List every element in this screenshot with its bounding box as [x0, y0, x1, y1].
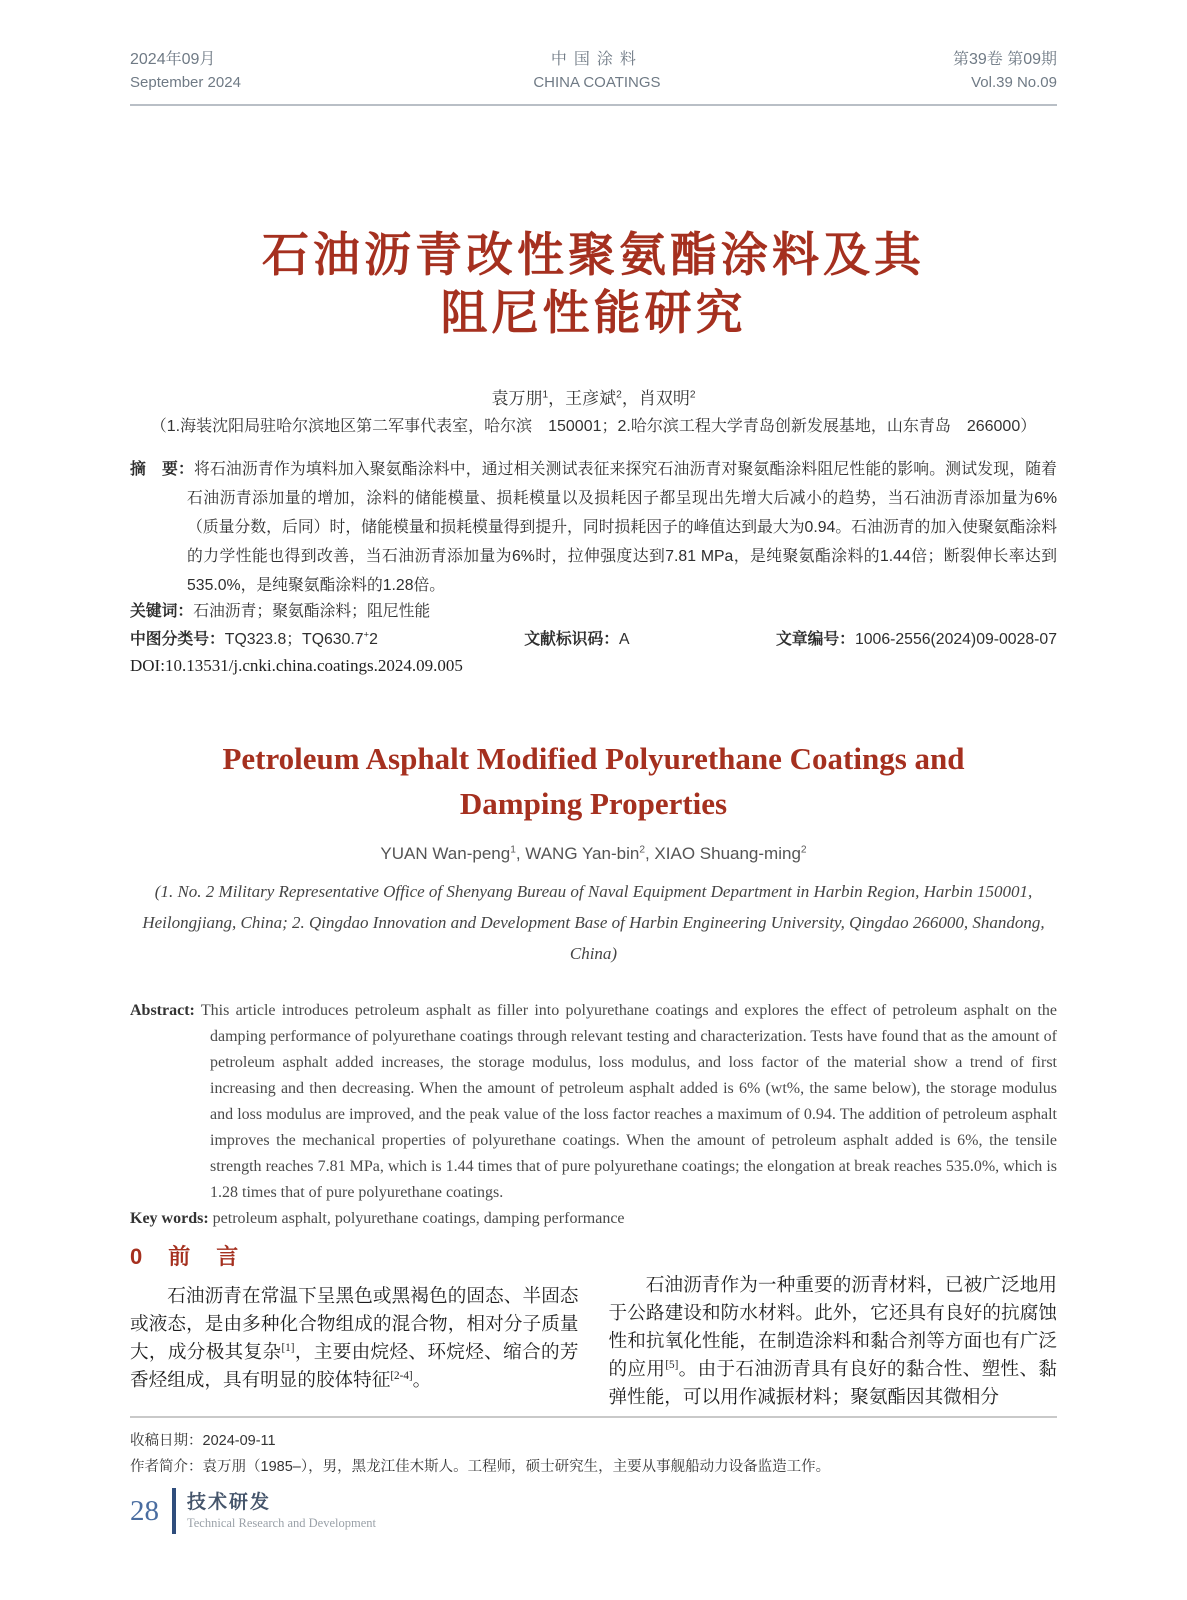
- header-issue-en: Vol.39 No.09: [971, 74, 1057, 91]
- body-column-left: [130, 1240, 579, 1412]
- meta-row: [130, 626, 1057, 649]
- abstract-cn-text: 将石油沥青作为填料加入聚氨酯涂料中，通过相关测试表征来探究石油沥青对聚氨酯涂料阻尼性能的影响。测试发现，随着石油沥青添加量的增加，涂料的储能模量、损耗模量以及损耗因子都呈现出先增大后减小的趋势，当石油沥青添加量为6%（质量分数，后同）时，储能模量和损耗模量得到提升，同时损耗因子的峰值达到最大为0.94。石油沥青的加入使聚氨酯涂料的力学性能也得到改善，当石油沥青添加量为6%时，拉伸强度达到7.81 MPa，是纯聚氨酯涂料的1.44倍；断裂伸长率达到535.0%，是纯聚氨酯涂料的1.28倍。: [187, 461, 1057, 594]
- affiliation-en: (1. No. 2 Military Representative Office of Shenyang Bureau of Naval Equipment Department in Harbin Region, Harbin 150001, Heilongjiang, China; 2. Qingdao Innovation and Development Base of Harbin Engineering University, Qingdao 266000, Shandong, China): [142, 882, 1045, 963]
- page-number: 28: [130, 1494, 159, 1527]
- journal-name-cn: 中国涂料: [550, 51, 643, 68]
- journal-header: [130, 48, 1057, 106]
- abstract-cn: [130, 455, 1057, 600]
- header-date-cn: 2024年09月: [130, 51, 216, 68]
- header-date-en: September 2024: [130, 74, 241, 91]
- clc-label: 中图分类号：: [130, 631, 225, 648]
- doi: DOI:10.13531/j.cnki.china.coatings.2024.09.005: [130, 656, 463, 675]
- abstract-cn-label: 摘 要：: [130, 461, 194, 478]
- header-date: [130, 48, 241, 94]
- footnote: [130, 1416, 1057, 1480]
- footer-section-en: Technical Research and Development: [187, 1515, 376, 1530]
- authors-cn: 袁万朋$^1$，王彦斌$^2$，肖双明$^2$: [491, 389, 696, 408]
- journal-name-en: CHINA COATINGS: [533, 74, 661, 91]
- keywords-en: [130, 1206, 1057, 1232]
- article-id-value: 1006-2556(2024)09-0028-07: [854, 631, 1057, 648]
- authors-en: YUAN Wan-peng$^1$, WANG Yan-bin$^2$, XIAO Shuang-ming$^2$: [380, 844, 807, 863]
- abstract-en-text: This article introduces petroleum asphalt as filler into polyurethane coatings and explores the effect of petroleum asphalt on the damping performance of polyurethane coatings through relevant testing and characterization. Tests have found that as the amount of petroleum asphalt added increases, the storage modulus, loss modulus, and loss factor of the material show a trend of first increasing and then decreasing. When the amount of petroleum asphalt added is 6% (wt%, the same below), the storage modulus and loss modulus are improved, and the peak value of the loss factor reaches a maximum of 0.94. The addition of petroleum asphalt improves the mechanical properties of polyurethane coatings. When the amount of petroleum asphalt added is 6%, the tensile strength reaches 7.81 MPa, which is 1.44 times that of pure polyurethane coatings; the elongation at break reaches 535.0%, which is 1.28 times that of pure polyurethane coatings.: [200, 1002, 1058, 1201]
- received-date-label: 收稿日期：: [130, 1433, 203, 1449]
- article-title-cn-line2: 阻尼性能研究: [440, 286, 747, 339]
- keywords-en-label: Key words:: [130, 1210, 209, 1227]
- author-bio-text: 袁万朋（1985–），男，黑龙江佳木斯人。工程师，硕士研究生，主要从事舰船动力设备监造工作。: [202, 1459, 831, 1475]
- received-date-value: 2024-09-11: [202, 1433, 276, 1449]
- footer-section-cn: 技术研发: [187, 1491, 272, 1513]
- header-journal-name: [533, 48, 660, 94]
- received-date-line: [130, 1428, 1057, 1454]
- footer-section-label: [187, 1491, 376, 1532]
- keywords-cn-label: 关键词：: [130, 603, 194, 620]
- clc-value: TQ323.8；TQ630.7+2: [224, 629, 378, 648]
- article-title-en: [130, 736, 1057, 826]
- abstract-en-label: Abstract:: [130, 1002, 195, 1019]
- section-number: 0: [130, 1244, 143, 1269]
- clc-number: [130, 626, 378, 649]
- keywords-en-text: petroleum asphalt, polyurethane coatings, damping performance: [212, 1210, 625, 1227]
- section-heading-introduction: [130, 1240, 579, 1271]
- document-code-value: A: [619, 631, 630, 648]
- article-title-en-line1: Petroleum Asphalt Modified Polyurethane Coatings and: [222, 741, 965, 776]
- article-id: [776, 626, 1057, 649]
- document-code-label: 文献标识码：: [524, 631, 620, 648]
- article-id-label: 文章编号：: [775, 631, 855, 648]
- affiliation-cn: （1.海装沈阳局驻哈尔滨地区第二军事代表室，哈尔滨 150001；2.哈尔滨工程大学青岛创新发展基地，山东青岛 266000）: [150, 418, 1037, 435]
- section-title: 前 言: [168, 1244, 241, 1269]
- author-bio-label: 作者简介：: [130, 1459, 203, 1475]
- intro-paragraph-right: 石油沥青作为一种重要的沥青材料，已被广泛地用于公路建设和防水材料。此外，它还具有良好的抗腐蚀性和抗氧化性能，在制造涂料和黏合剂等方面也有广泛的应用[5]。由于石油沥青具有良好的黏合性、塑性、黏弹性能，可以用作减振材料；聚氨酯因其微相分: [608, 1275, 1057, 1408]
- header-issue-cn: 第39卷 第09期: [952, 51, 1057, 68]
- article-title-en-line2: Damping Properties: [459, 786, 728, 821]
- body-columns: [130, 1240, 1057, 1412]
- document-code: [524, 626, 629, 649]
- keywords-cn: [130, 597, 1057, 626]
- page-footer: [130, 1488, 1057, 1534]
- footer-divider-bar: [172, 1488, 176, 1534]
- article-title-cn-line1: 石油沥青改性聚氨酯涂料及其: [262, 228, 925, 281]
- abstract-en: [130, 998, 1057, 1206]
- author-bio-line: [130, 1454, 1057, 1480]
- header-issue: [953, 48, 1057, 94]
- intro-paragraph-left: 石油沥青在常温下呈黑色或黑褐色的固态、半固态或液态，是由多种化合物组成的混合物，相对分子质量大，成分极其复杂[1]，主要由烷烃、环烷烃、缩合的芳香烃组成，具有明显的胶体特征[2-4]。: [130, 1286, 579, 1391]
- keywords-cn-text: 石油沥青；聚氨酯涂料；阻尼性能: [193, 603, 431, 620]
- article-title-cn: [130, 226, 1057, 342]
- body-column-right: [609, 1240, 1058, 1412]
